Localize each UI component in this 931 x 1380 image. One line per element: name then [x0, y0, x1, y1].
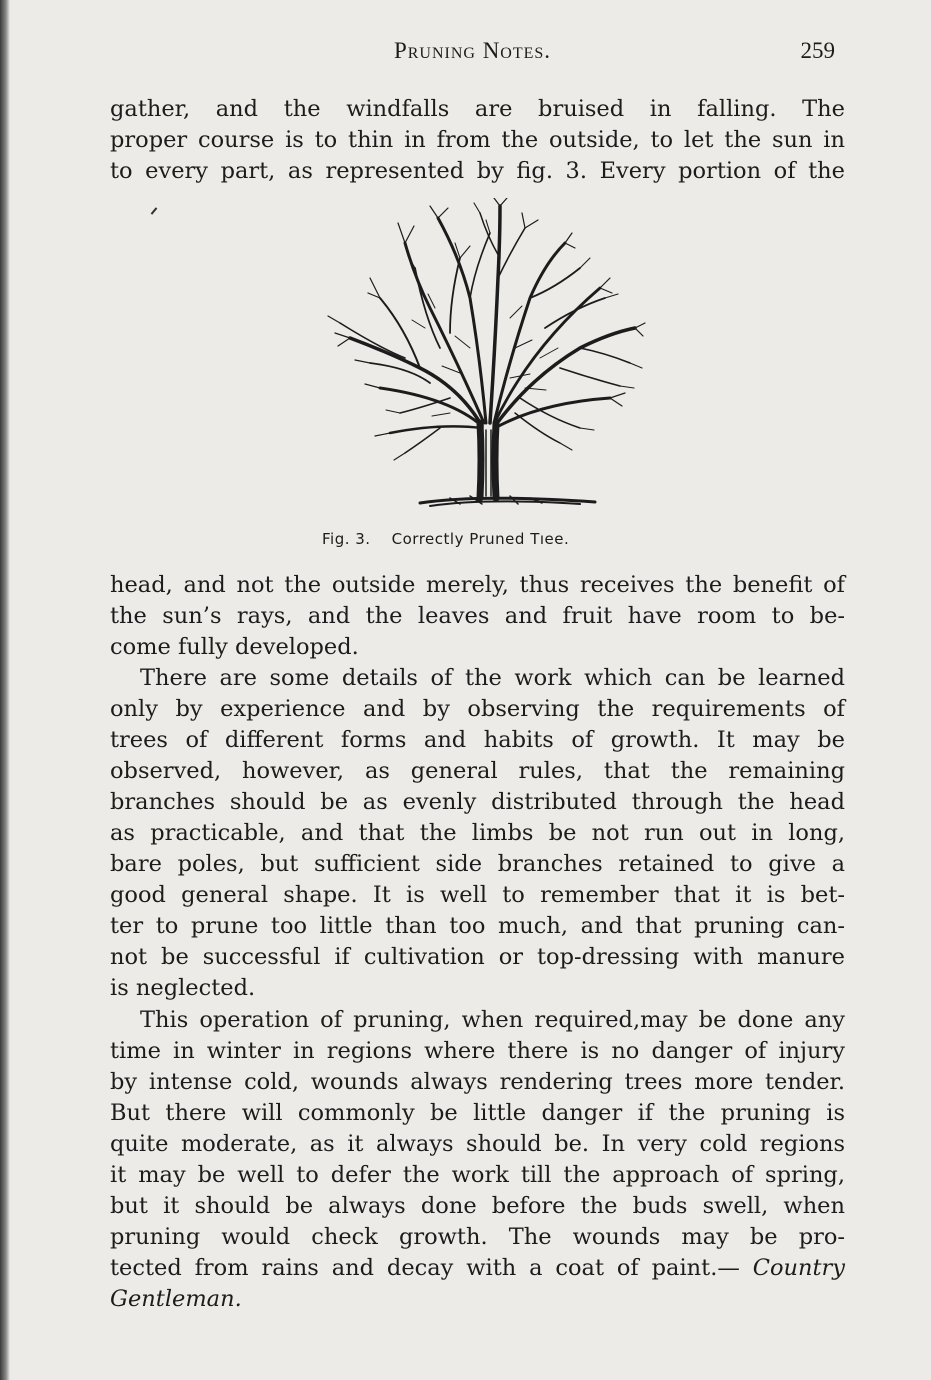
paragraph-continued [110, 570, 845, 663]
paragraph-details [110, 663, 845, 1004]
text-line: ter to prune too little than too much, and that pruning can- [110, 913, 845, 939]
attribution-country: Country [752, 1255, 845, 1281]
text-line [110, 1253, 845, 1284]
tree-drawing [310, 198, 650, 528]
figure-caption-label: Fig. 3. [322, 530, 371, 548]
figure-caption-text: Correctly Pruned Tıee. [391, 530, 570, 548]
text-line: There are some details of the work which can be learned [140, 665, 845, 691]
tree-illustration [310, 198, 650, 528]
attribution-gentleman: Gentleman. [110, 1286, 242, 1312]
text-line: but it should be always done before the buds swell, when [110, 1193, 845, 1219]
text-line: by intense cold, wounds always rendering trees more tender. [110, 1069, 845, 1095]
text-line: come fully developed. [110, 634, 359, 660]
paragraph-operation [110, 1005, 845, 1315]
figure-caption [322, 530, 652, 548]
text-line: is neglected. [110, 975, 256, 1001]
text-line: observed, however, as general rules, that the remaining [110, 758, 845, 784]
text-line: to every part, as represented by fig. 3. Every portion of the [110, 158, 845, 184]
page-number: 259 [800, 38, 835, 63]
text-line: pruning would check growth. The wounds may be pro- [110, 1224, 845, 1250]
text-line: proper course is to thin in from the outside, to let the sun in [110, 127, 845, 153]
text-line: head, and not the outside merely, thus receives the benefit of [110, 572, 845, 598]
text-line: good general shape. It is well to remember that it is bet- [110, 882, 845, 908]
text-line: But there will commonly be little danger if the pruning is [110, 1100, 845, 1126]
text-line: gather, and the windfalls are bruised in falling. The [110, 96, 845, 122]
text-line: not be successful if cultivation or top-dressing with manure [110, 944, 845, 970]
text-line: bare poles, but sufficient side branches retained to give a [110, 851, 845, 877]
running-head-title: Pruning Notes. [393, 38, 552, 63]
text-line: time in winter in regions where there is no danger of injury [110, 1038, 845, 1064]
text-line: This operation of pruning, when required,may be done any [140, 1007, 845, 1033]
text-line: branches should be as evenly distributed through the head [110, 789, 845, 815]
paragraph-top [110, 94, 845, 187]
text-line: the sun’s rays, and the leaves and fruit have room to be- [110, 603, 845, 629]
stray-mark [151, 207, 158, 214]
text-line: quite moderate, as it always should be. In very cold regions [110, 1131, 845, 1157]
text-line: only by experience and by observing the requirements of [110, 696, 845, 722]
running-head [110, 38, 835, 72]
text-line: as practicable, and that the limbs be not run out in long, [110, 820, 845, 846]
text-line-segment: tected from rains and decay with a coat of paint.— [110, 1255, 740, 1281]
text-line: it may be well to defer the work till the approach of spring, [110, 1162, 845, 1188]
text-line: trees of different forms and habits of growth. It may be [110, 727, 845, 753]
